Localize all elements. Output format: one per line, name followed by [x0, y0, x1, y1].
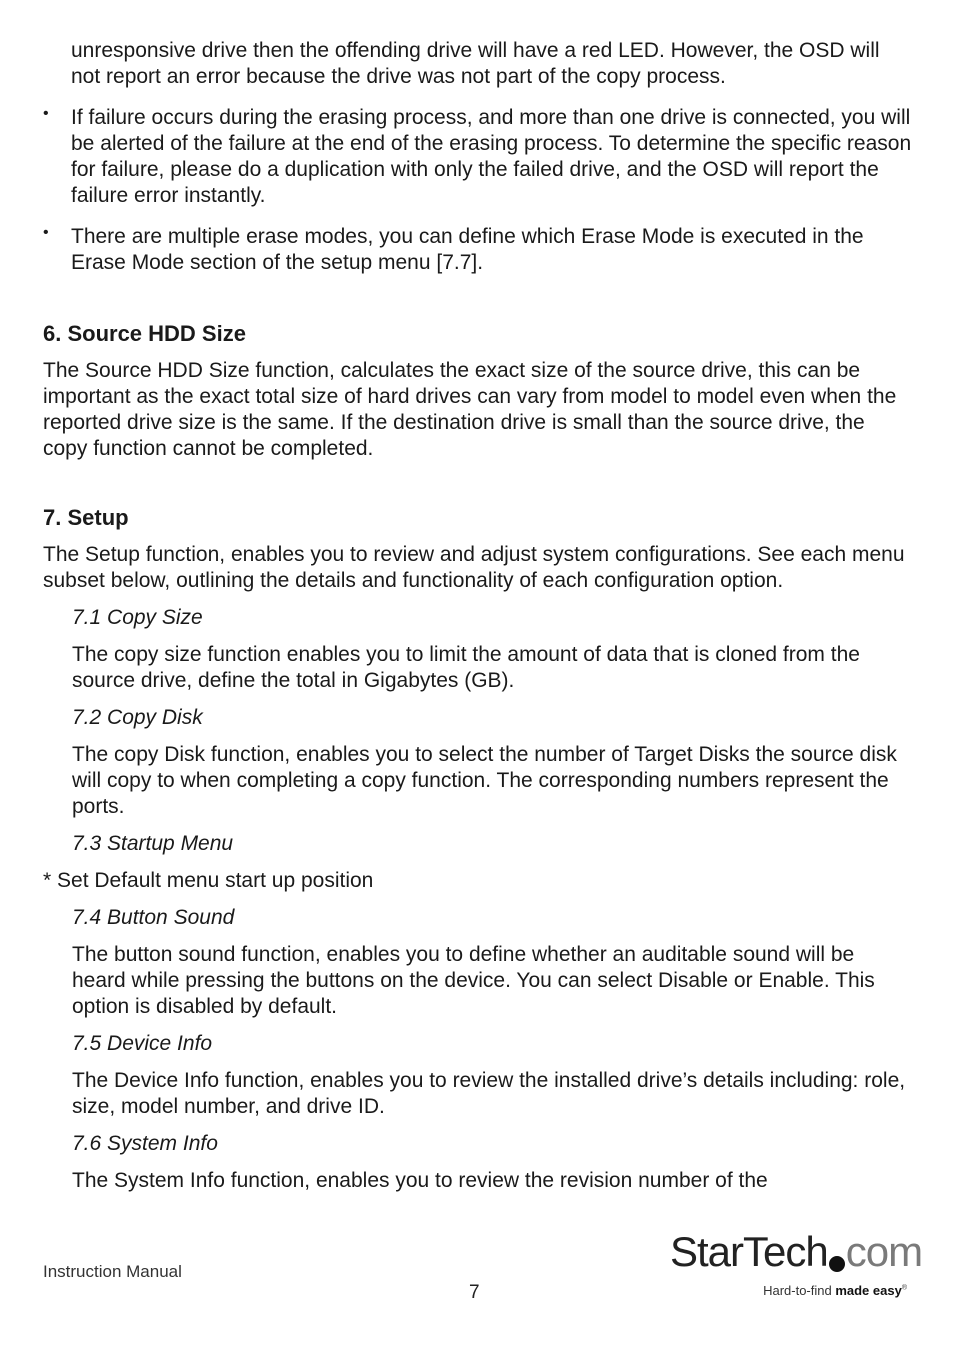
copy-size-paragraph: The copy size function enables you to limit the amount of data that is cloned from the source drive, define the total in Gigabytes (GB).: [72, 643, 860, 692]
bullet-text: If failure occurs during the erasing process, and more than one drive is connected, you will be alerted of the failure at the end of the erasing process. To determine the specific reason for failure, please do a duplication with only the failed drive, and the OSD will report the failure error instantly.: [71, 106, 912, 207]
startech-logo: [670, 1228, 923, 1302]
startup-menu-note: * Set Default menu start up position: [43, 869, 374, 892]
subheading-startup-menu: 7.3 Startup Menu: [72, 832, 234, 855]
system-info-paragraph: The System Info function, enables you to review the revision number of the: [72, 1169, 768, 1192]
logo-wordmark: [670, 1228, 923, 1275]
bullet-glyph: •: [43, 105, 49, 122]
copy-disk-paragraph: The copy Disk function, enables you to select the number of Target Disks the source disk will copy to when completing a copy function. The corresponding numbers represent the ports.: [72, 743, 897, 818]
device-info-paragraph: The Device Info function, enables you to review the installed drive’s details including: role, size, model number, and drive ID.: [72, 1069, 906, 1118]
subheading-device-info: 7.5 Device Info: [72, 1032, 213, 1055]
logo-tagline: Hard-to-find made easy®: [763, 1283, 907, 1298]
button-sound-paragraph: The button sound function, enables you to define whether an auditable sound will be heard while pressing the buttons on the device. You can select Disable or Enable. This option is disabled by default.: [72, 943, 875, 1018]
continuation-paragraph: unresponsive drive then the offending drive will have a red LED. However, the OSD will not report an error because the drive was not part of the copy process.: [71, 39, 880, 88]
setup-paragraph: The Setup function, enables you to review and adjust system configurations. See each menu subset below, outlining the details and functionality of each configuration option.: [43, 543, 905, 592]
footer-label: Instruction Manual: [43, 1262, 182, 1281]
logo-brand: StarTech: [670, 1228, 828, 1275]
page-number: 7: [469, 1282, 480, 1303]
subheading-system-info: 7.6 System Info: [72, 1132, 218, 1155]
source-hdd-size-paragraph: The Source HDD Size function, calculates the exact size of the source drive, this can be important as the exact total size of hard drives can vary from model to model even when the reported drive size is the same. If the destination drive is small than the source drive, the copy function cannot be completed.: [43, 359, 897, 460]
logo-dot-icon: [829, 1256, 845, 1272]
heading-setup: 7. Setup: [43, 505, 129, 530]
bullet-item: [43, 105, 913, 209]
logo-suffix: com: [845, 1228, 923, 1275]
subheading-button-sound: 7.4 Button Sound: [72, 906, 235, 929]
bullet-text: There are multiple erase modes, you can define which Erase Mode is executed in the Erase Mode section of the setup menu [7.7].: [71, 225, 864, 274]
heading-source-hdd-size: 6. Source HDD Size: [43, 321, 246, 346]
bullet-glyph: •: [43, 224, 49, 241]
subheading-copy-disk: 7.2 Copy Disk: [72, 706, 203, 729]
page-content: [43, 38, 913, 1194]
bullet-item: [43, 224, 913, 276]
subheading-copy-size: 7.1 Copy Size: [72, 606, 203, 629]
